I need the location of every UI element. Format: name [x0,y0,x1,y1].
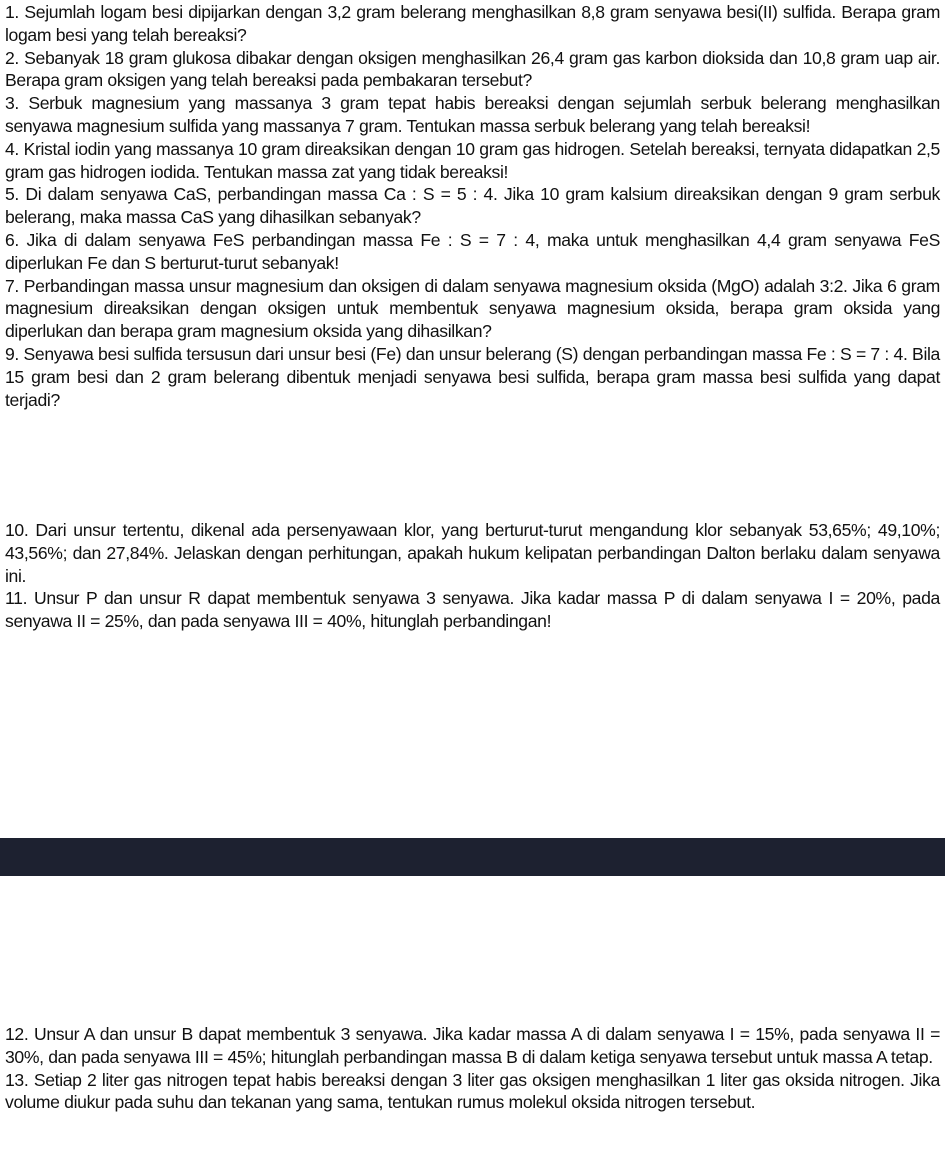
question-11: 11. Unsur P dan unsur R dapat membentuk senyawa 3 senyawa. Jika kadar massa P di dalam senyawa I = 20%, pada senyawa II = 25%, dan pada senyawa III = 40%, hitunglah perbandingan! [5,588,940,632]
question-2: 2. Sebanyak 18 gram glukosa dibakar dengan oksigen menghasilkan 26,4 gram gas karbon dioksida dan 10,8 gram uap air. Berapa gram oksigen yang telah bereaksi pada pembakaran tersebut? [5,47,940,91]
question-3: 3. Serbuk magnesium yang massanya 3 gram tepat habis bereaksi dengan sejumlah serbuk belerang menghasilkan senyawa magnesium sulfida yang massanya 7 gram. Tentukan massa serbuk belerang yang telah bereaksi! [5,93,940,136]
question-list-middle [5,519,940,633]
question-7: 7. Perbandingan massa unsur magnesium dan oksigen di dalam senyawa magnesium oksida (MgO) adalah 3:2. Jika 6 gram magnesium direaksikan dengan oksigen untuk membentuk senyawa magnesium oksida, berapa gram oksida yang diperlukan dan berapa gram magnesium oksida yang dihasilkan? [5,275,940,342]
question-4: 4. Kristal iodin yang massanya 10 gram direaksikan dengan 10 gram gas hidrogen. Setelah bereaksi, ternyata didapatkan 2,5 gram gas hidrogen iodida. Tentukan massa zat yang tidak bereaksi! [5,138,940,182]
question-5: 5. Di dalam senyawa CaS, perbandingan massa Ca : S = 5 : 4. Jika 10 gram kalsium direaksikan dengan 9 gram serbuk belerang, maka massa CaS yang dihasilkan sebanyak? [5,184,940,228]
question-list-top [5,1,940,411]
question-12: 12. Unsur A dan unsur B dapat membentuk 3 senyawa. Jika kadar massa A di dalam senyawa I = 15%, pada senyawa II = 30%, dan pada senyawa III = 45%; hitunglah perbandingan massa B di dalam ketiga senyawa tersebut untuk massa A tetap. [5,1024,940,1067]
question-10: 10. Dari unsur tertentu, dikenal ada persenyawaan klor, yang berturut-turut mengandung klor sebanyak 53,65%; 49,10%; 43,56%; dan 27,84%. Jelaskan dengan perhitungan, apakah hukum kelipatan perbandingan Dalton berlaku dalam senyawa ini. [5,520,940,586]
dark-separator-band [0,838,945,876]
question-13: 13. Setiap 2 liter gas nitrogen tepat habis bereaksi dengan 3 liter gas oksigen menghasilkan 1 liter gas oksida nitrogen. Jika volume diukur pada suhu dan tekanan yang sama, tentukan rumus molekul oksida nitrogen tersebut. [5,1069,940,1113]
question-6: 6. Jika di dalam senyawa FeS perbandingan massa Fe : S = 7 : 4, maka untuk menghasilkan 4,4 gram senyawa FeS diperlukan Fe dan S berturut-turut sebanyak! [5,229,940,273]
question-list-bottom [5,1023,940,1114]
question-9: 9. Senyawa besi sulfida tersusun dari unsur besi (Fe) dan unsur belerang (S) dengan perbandingan massa Fe : S = 7 : 4. Bila 15 gram besi dan 2 gram belerang dibentuk menjadi senyawa besi sulfida, berapa gram massa besi sulfida yang dapat terjadi? [5,343,940,410]
question-1: 1. Sejumlah logam besi dipijarkan dengan 3,2 gram belerang menghasilkan 8,8 gram senyawa besi(II) sulfida. Berapa gram logam besi yang telah bereaksi? [5,2,940,45]
